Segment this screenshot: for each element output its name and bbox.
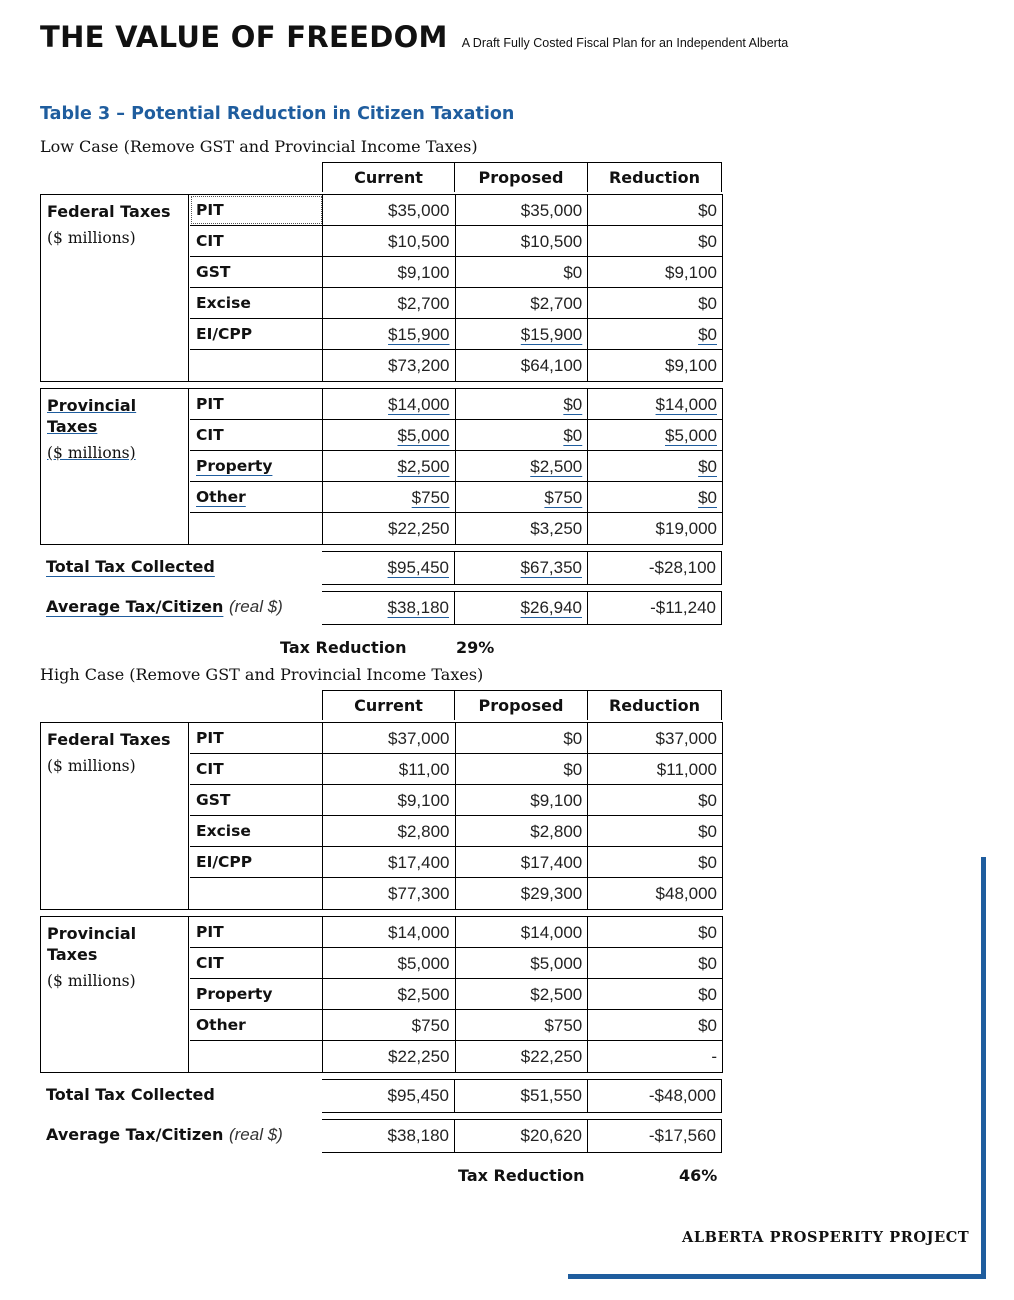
table-row (190, 979, 722, 1010)
cell-proposed: $2,700 (456, 288, 589, 318)
table-row (190, 451, 722, 482)
average-label-suffix: (real $) (228, 597, 283, 616)
cell-current: $11,00 (323, 754, 456, 784)
total-label: Total Tax Collected (46, 1085, 215, 1104)
low-federal-section (40, 194, 723, 382)
row-label: CIT (190, 420, 323, 450)
total-reduction: -$48,000 (588, 1080, 722, 1112)
column-header-reduction: Reduction (588, 691, 722, 720)
document-subtitle: A Draft Fully Costed Fiscal Plan for an Independent Alberta (461, 36, 789, 50)
subtotal-reduction: $9,100 (665, 356, 717, 375)
cell-current: $2,800 (323, 816, 456, 846)
row-label-empty (190, 513, 323, 544)
row-label: CIT (190, 754, 323, 784)
cell-current: $9,100 (323, 785, 456, 815)
cell-reduction: $0 (698, 232, 717, 251)
section-label (41, 389, 189, 544)
table-row (190, 1010, 722, 1041)
column-header-proposed: Proposed (455, 163, 588, 192)
high-total-row (40, 1079, 722, 1113)
document-title: THE VALUE OF FREEDOM (40, 20, 448, 54)
cell-proposed: $0 (456, 723, 589, 753)
total-cells (322, 551, 722, 585)
average-reduction: -$17,560 (588, 1120, 722, 1152)
section-unit: ($ millions) (47, 757, 136, 775)
total-proposed: $67,350 (455, 552, 588, 584)
low-case-label: Low Case (Remove GST and Provincial Income Taxes) (40, 137, 478, 156)
row-label: Excise (190, 816, 323, 846)
section-label (41, 195, 189, 381)
cell-current: $9,100 (323, 257, 456, 287)
total-current: $95,450 (322, 552, 455, 584)
subtotal-proposed: $64,100 (456, 350, 589, 381)
cell-reduction: $0 (698, 1016, 717, 1035)
cell-proposed: $0 (456, 754, 589, 784)
cell-reduction: $0 (698, 488, 717, 507)
cell-proposed: $2,800 (456, 816, 589, 846)
high-provincial-section (40, 916, 723, 1073)
subtotal-proposed: $22,250 (456, 1041, 589, 1072)
average-label-text: Average Tax/Citizen (46, 597, 224, 616)
total-label: Total Tax Collected (46, 557, 215, 576)
cell-reduction: $0 (698, 325, 717, 344)
high-federal-section (40, 722, 723, 910)
cell-current: $5,000 (323, 420, 456, 450)
subtotal-current: $22,250 (323, 513, 456, 544)
subtotal-reduction: - (711, 1047, 717, 1066)
subtotal-current: $22,250 (323, 1041, 456, 1072)
cell-proposed: $2,500 (456, 451, 589, 481)
accent-bar-horizontal (568, 1274, 986, 1279)
average-current: $38,180 (322, 592, 455, 624)
high-tax-reduction-label: Tax Reduction (458, 1166, 585, 1185)
cell-current: $35,000 (323, 195, 456, 225)
footer-brand: ALBERTA PROSPERITY PROJECT (682, 1229, 970, 1246)
column-header-current: Current (322, 691, 455, 720)
cell-proposed: $2,500 (456, 979, 589, 1009)
table-row (190, 288, 722, 319)
average-label (46, 597, 283, 617)
section-unit: ($ millions) (47, 229, 136, 247)
total-cells (322, 1079, 722, 1113)
table-row (190, 816, 722, 847)
section-title: Provincial Taxes (47, 396, 137, 436)
cell-proposed: $14,000 (456, 917, 589, 947)
subtotal-current: $77,300 (323, 878, 456, 909)
cell-reduction: $0 (698, 923, 717, 942)
accent-bar-vertical (981, 857, 986, 1279)
row-label: Property (190, 451, 323, 481)
cell-reduction: $14,000 (655, 395, 717, 414)
average-cells (322, 1119, 722, 1153)
subtotal-row (190, 1041, 722, 1072)
average-label (46, 1125, 283, 1145)
average-current: $38,180 (322, 1120, 455, 1152)
cell-proposed: $15,900 (456, 319, 589, 349)
table-row (190, 389, 722, 420)
section-rows (190, 917, 722, 1072)
row-label: Other (190, 482, 323, 512)
row-label: Property (190, 979, 323, 1009)
total-proposed: $51,550 (455, 1080, 588, 1112)
row-label: Excise (190, 288, 323, 318)
cell-current: $2,700 (323, 288, 456, 318)
cell-current: $750 (323, 1010, 456, 1040)
low-case-column-headers (322, 162, 722, 195)
section-unit: ($ millions) (47, 444, 136, 462)
section-label (41, 723, 189, 909)
table-row (190, 917, 722, 948)
cell-current: $15,900 (323, 319, 456, 349)
section-rows (190, 195, 722, 381)
average-label-suffix: (real $) (228, 1125, 283, 1144)
table-row (190, 785, 722, 816)
subtotal-row (190, 513, 722, 544)
low-tax-reduction-label: Tax Reduction (280, 638, 407, 657)
table-row (190, 195, 722, 226)
row-label: EI/CPP (190, 319, 323, 349)
section-rows (190, 723, 722, 909)
table-row (190, 257, 722, 288)
average-reduction: -$11,240 (588, 592, 722, 624)
document-header (40, 20, 788, 54)
cell-proposed: $0 (456, 389, 589, 419)
table-row (190, 482, 722, 513)
average-proposed: $20,620 (455, 1120, 588, 1152)
cell-current: $750 (323, 482, 456, 512)
high-case-label: High Case (Remove GST and Provincial Income Taxes) (40, 665, 484, 684)
cell-reduction: $5,000 (665, 426, 717, 445)
subtotal-row (190, 878, 722, 909)
column-header-reduction: Reduction (588, 163, 722, 192)
low-average-row (40, 591, 722, 625)
cell-current: $2,500 (323, 979, 456, 1009)
high-case-column-headers (322, 690, 722, 723)
cell-current: $2,500 (323, 451, 456, 481)
cell-proposed: $750 (456, 482, 589, 512)
table-title: Table 3 – Potential Reduction in Citizen Taxation (40, 104, 515, 124)
section-title: Provincial Taxes (47, 924, 137, 964)
row-label: PIT (190, 917, 323, 947)
cell-proposed: $0 (456, 257, 589, 287)
cell-proposed: $9,100 (456, 785, 589, 815)
subtotal-reduction: $19,000 (655, 519, 717, 538)
cell-current: $14,000 (323, 389, 456, 419)
subtotal-row (190, 350, 722, 381)
cell-reduction: $37,000 (655, 729, 717, 748)
cell-reduction: $0 (698, 294, 717, 313)
cell-reduction: $0 (698, 201, 717, 220)
subtotal-proposed: $29,300 (456, 878, 589, 909)
section-rows (190, 389, 722, 544)
cell-proposed: $35,000 (456, 195, 589, 225)
row-label-empty (190, 1041, 323, 1072)
table-row (190, 754, 722, 785)
row-label-empty (190, 350, 323, 381)
cell-reduction: $0 (698, 853, 717, 872)
row-label: PIT (190, 195, 323, 225)
row-label: PIT (190, 389, 323, 419)
cell-current: $17,400 (323, 847, 456, 877)
section-title: Federal Taxes (47, 202, 171, 221)
cell-proposed: $750 (456, 1010, 589, 1040)
table-row (190, 319, 722, 350)
section-label (41, 917, 189, 1072)
low-tax-reduction-value: 29% (456, 638, 495, 657)
column-header-proposed: Proposed (455, 691, 588, 720)
row-label-empty (190, 878, 323, 909)
cell-current: $37,000 (323, 723, 456, 753)
table-row (190, 420, 722, 451)
cell-current: $10,500 (323, 226, 456, 256)
cell-reduction: $11,000 (656, 760, 717, 779)
row-label: CIT (190, 948, 323, 978)
row-label: PIT (190, 723, 323, 753)
subtotal-current: $73,200 (323, 350, 456, 381)
cell-reduction: $9,100 (665, 263, 717, 282)
cell-reduction: $0 (698, 822, 717, 841)
cell-reduction: $0 (698, 985, 717, 1004)
cell-proposed: $10,500 (456, 226, 589, 256)
high-average-row (40, 1119, 722, 1153)
cell-proposed: $5,000 (456, 948, 589, 978)
total-current: $95,450 (322, 1080, 455, 1112)
subtotal-proposed: $3,250 (456, 513, 589, 544)
row-label: Other (190, 1010, 323, 1040)
table-row (190, 948, 722, 979)
section-unit: ($ millions) (47, 972, 136, 990)
average-proposed: $26,940 (455, 592, 588, 624)
cell-proposed: $0 (456, 420, 589, 450)
cell-proposed: $17,400 (456, 847, 589, 877)
table-row (190, 226, 722, 257)
high-tax-reduction-value: 46% (679, 1166, 718, 1185)
total-reduction: -$28,100 (588, 552, 722, 584)
row-label: GST (190, 785, 323, 815)
column-header-current: Current (322, 163, 455, 192)
section-title: Federal Taxes (47, 730, 171, 749)
table-row (190, 723, 722, 754)
cell-reduction: $0 (698, 457, 717, 476)
low-provincial-section (40, 388, 723, 545)
row-label: CIT (190, 226, 323, 256)
row-label: GST (190, 257, 323, 287)
cell-current: $5,000 (323, 948, 456, 978)
cell-current: $14,000 (323, 917, 456, 947)
subtotal-reduction: $48,000 (655, 884, 717, 903)
cell-reduction: $0 (698, 954, 717, 973)
row-label: EI/CPP (190, 847, 323, 877)
low-total-row (40, 551, 722, 585)
cell-reduction: $0 (698, 791, 717, 810)
average-cells (322, 591, 722, 625)
average-label-text: Average Tax/Citizen (46, 1125, 224, 1144)
table-row (190, 847, 722, 878)
